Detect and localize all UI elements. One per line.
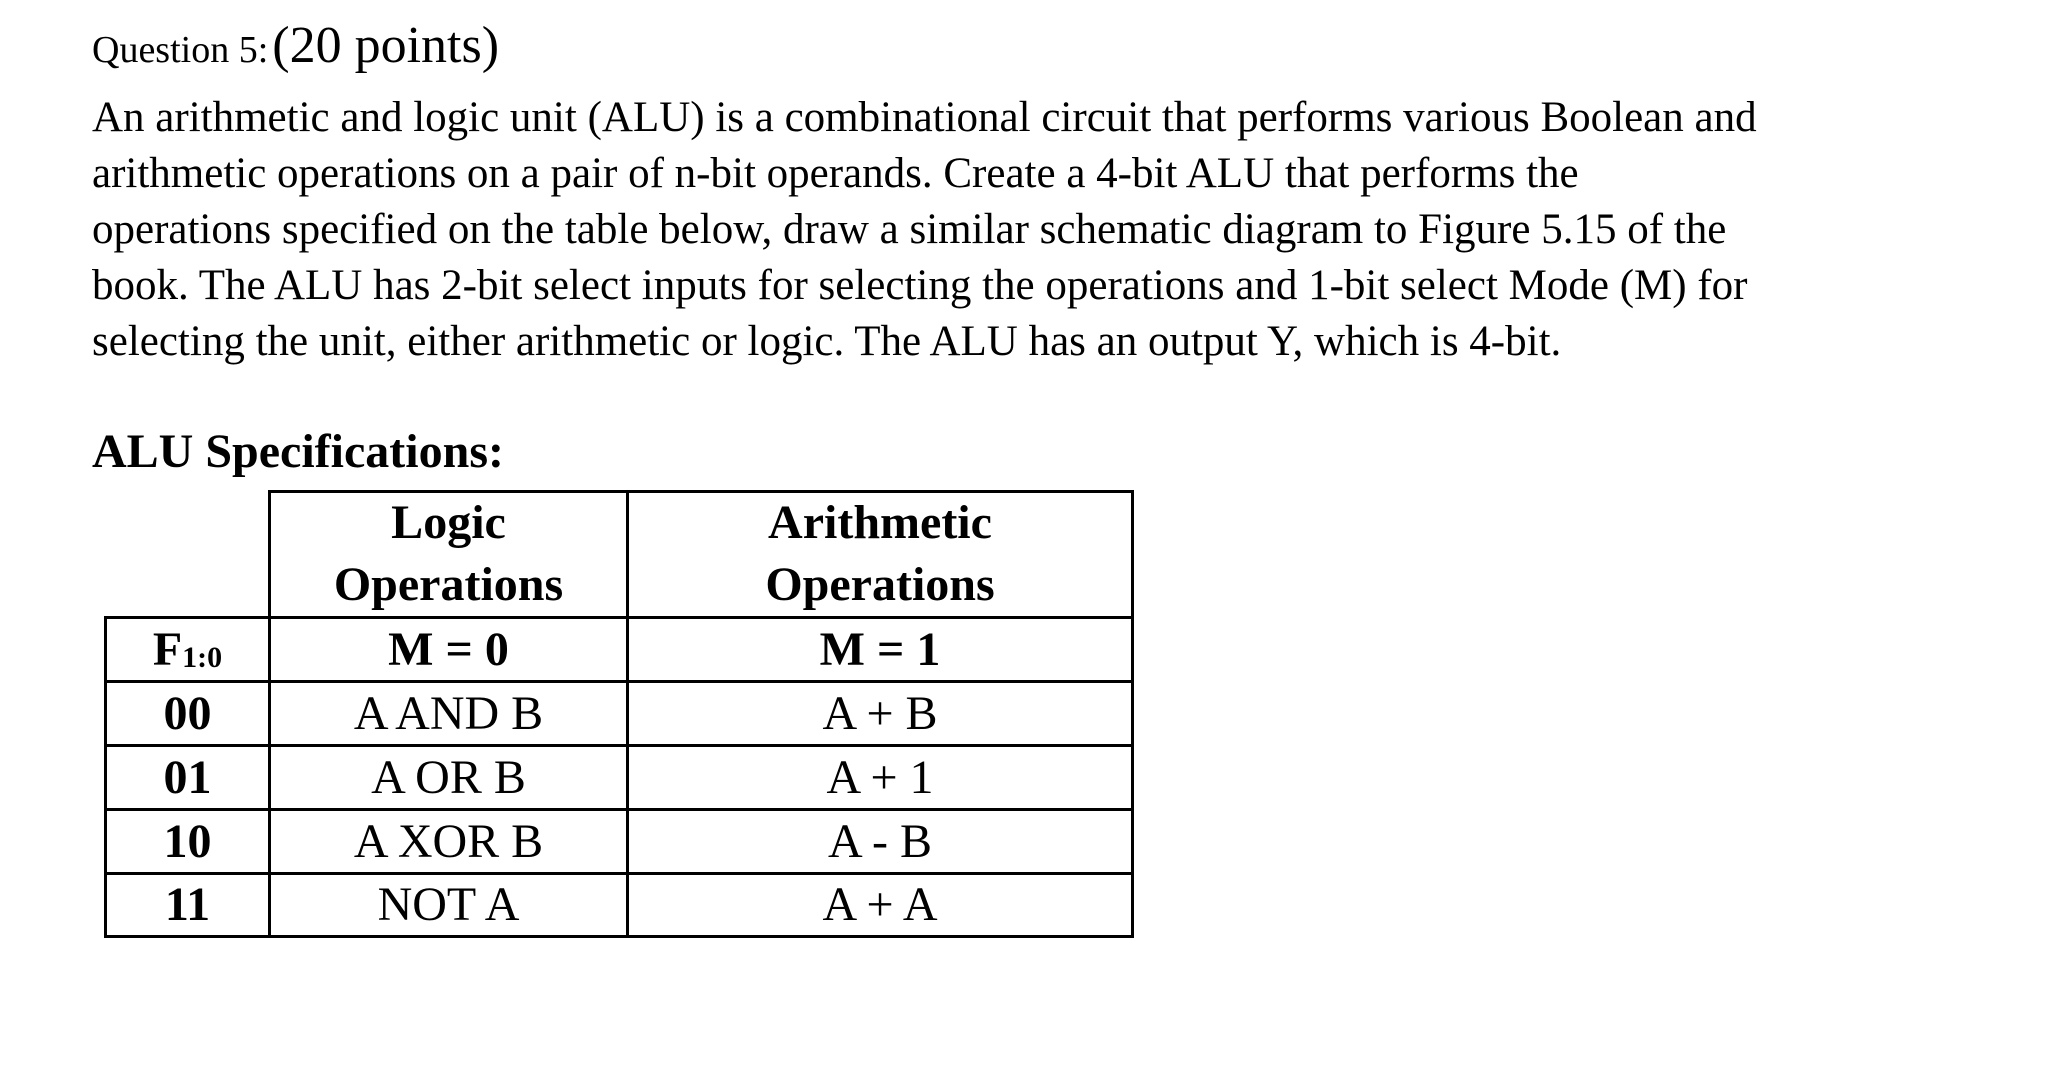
question-points: (20 points) [272, 17, 500, 74]
arith-op-cell: A + A [822, 878, 938, 931]
question-body-line: An arithmetic and logic unit (ALU) is a combinational circuit that performs various Boolean and [92, 94, 1757, 141]
arith-op-cell: A - B [827, 814, 932, 868]
f-code-cell: 01 [163, 750, 212, 804]
logic-op-cell: A AND B [353, 686, 544, 740]
logic-op-cell: A OR B [371, 750, 526, 804]
f-code-cell: 11 [164, 878, 211, 931]
logic-op-cell: NOT A [377, 878, 520, 931]
logic-operations-header [270, 492, 627, 616]
logic-header-line1: Logic [391, 496, 506, 549]
question-body-line: operations specified on the table below, draw a similar schematic diagram to Figure 5.15 of the [92, 206, 1727, 253]
logic-header-line2: Operations [333, 558, 564, 611]
question-body-line: book. The ALU has 2-bit select inputs for selecting the operations and 1-bit select Mode (M) for [92, 262, 1748, 309]
arithmetic-operations-header [628, 492, 1132, 616]
arith-op-cell: A + B [822, 686, 938, 740]
logic-op-cell: A XOR B [353, 814, 544, 868]
f-select-header [106, 618, 269, 681]
f-select-subscript: 1:0 [182, 640, 223, 674]
logic-mode-cell: M = 0 [388, 622, 509, 676]
f-code-cell: 00 [163, 686, 212, 740]
f-code-cell: 10 [163, 814, 212, 868]
arith-header-line1: Arithmetic [768, 496, 992, 549]
arith-header-line2: Operations [765, 558, 995, 611]
spec-heading: ALU Specifications: [92, 425, 504, 478]
question-body-line: arithmetic operations on a pair of n-bit operands. Create a 4-bit ALU that performs the [92, 150, 1579, 197]
f-select-main: F [152, 622, 183, 676]
arith-op-cell: A + 1 [826, 750, 934, 804]
question-label: Question 5: [92, 29, 269, 71]
question-body-line: selecting the unit, either arithmetic or logic. The ALU has an output Y, which is 4-bit. [92, 318, 1562, 365]
arith-mode-cell: M = 1 [819, 622, 941, 676]
